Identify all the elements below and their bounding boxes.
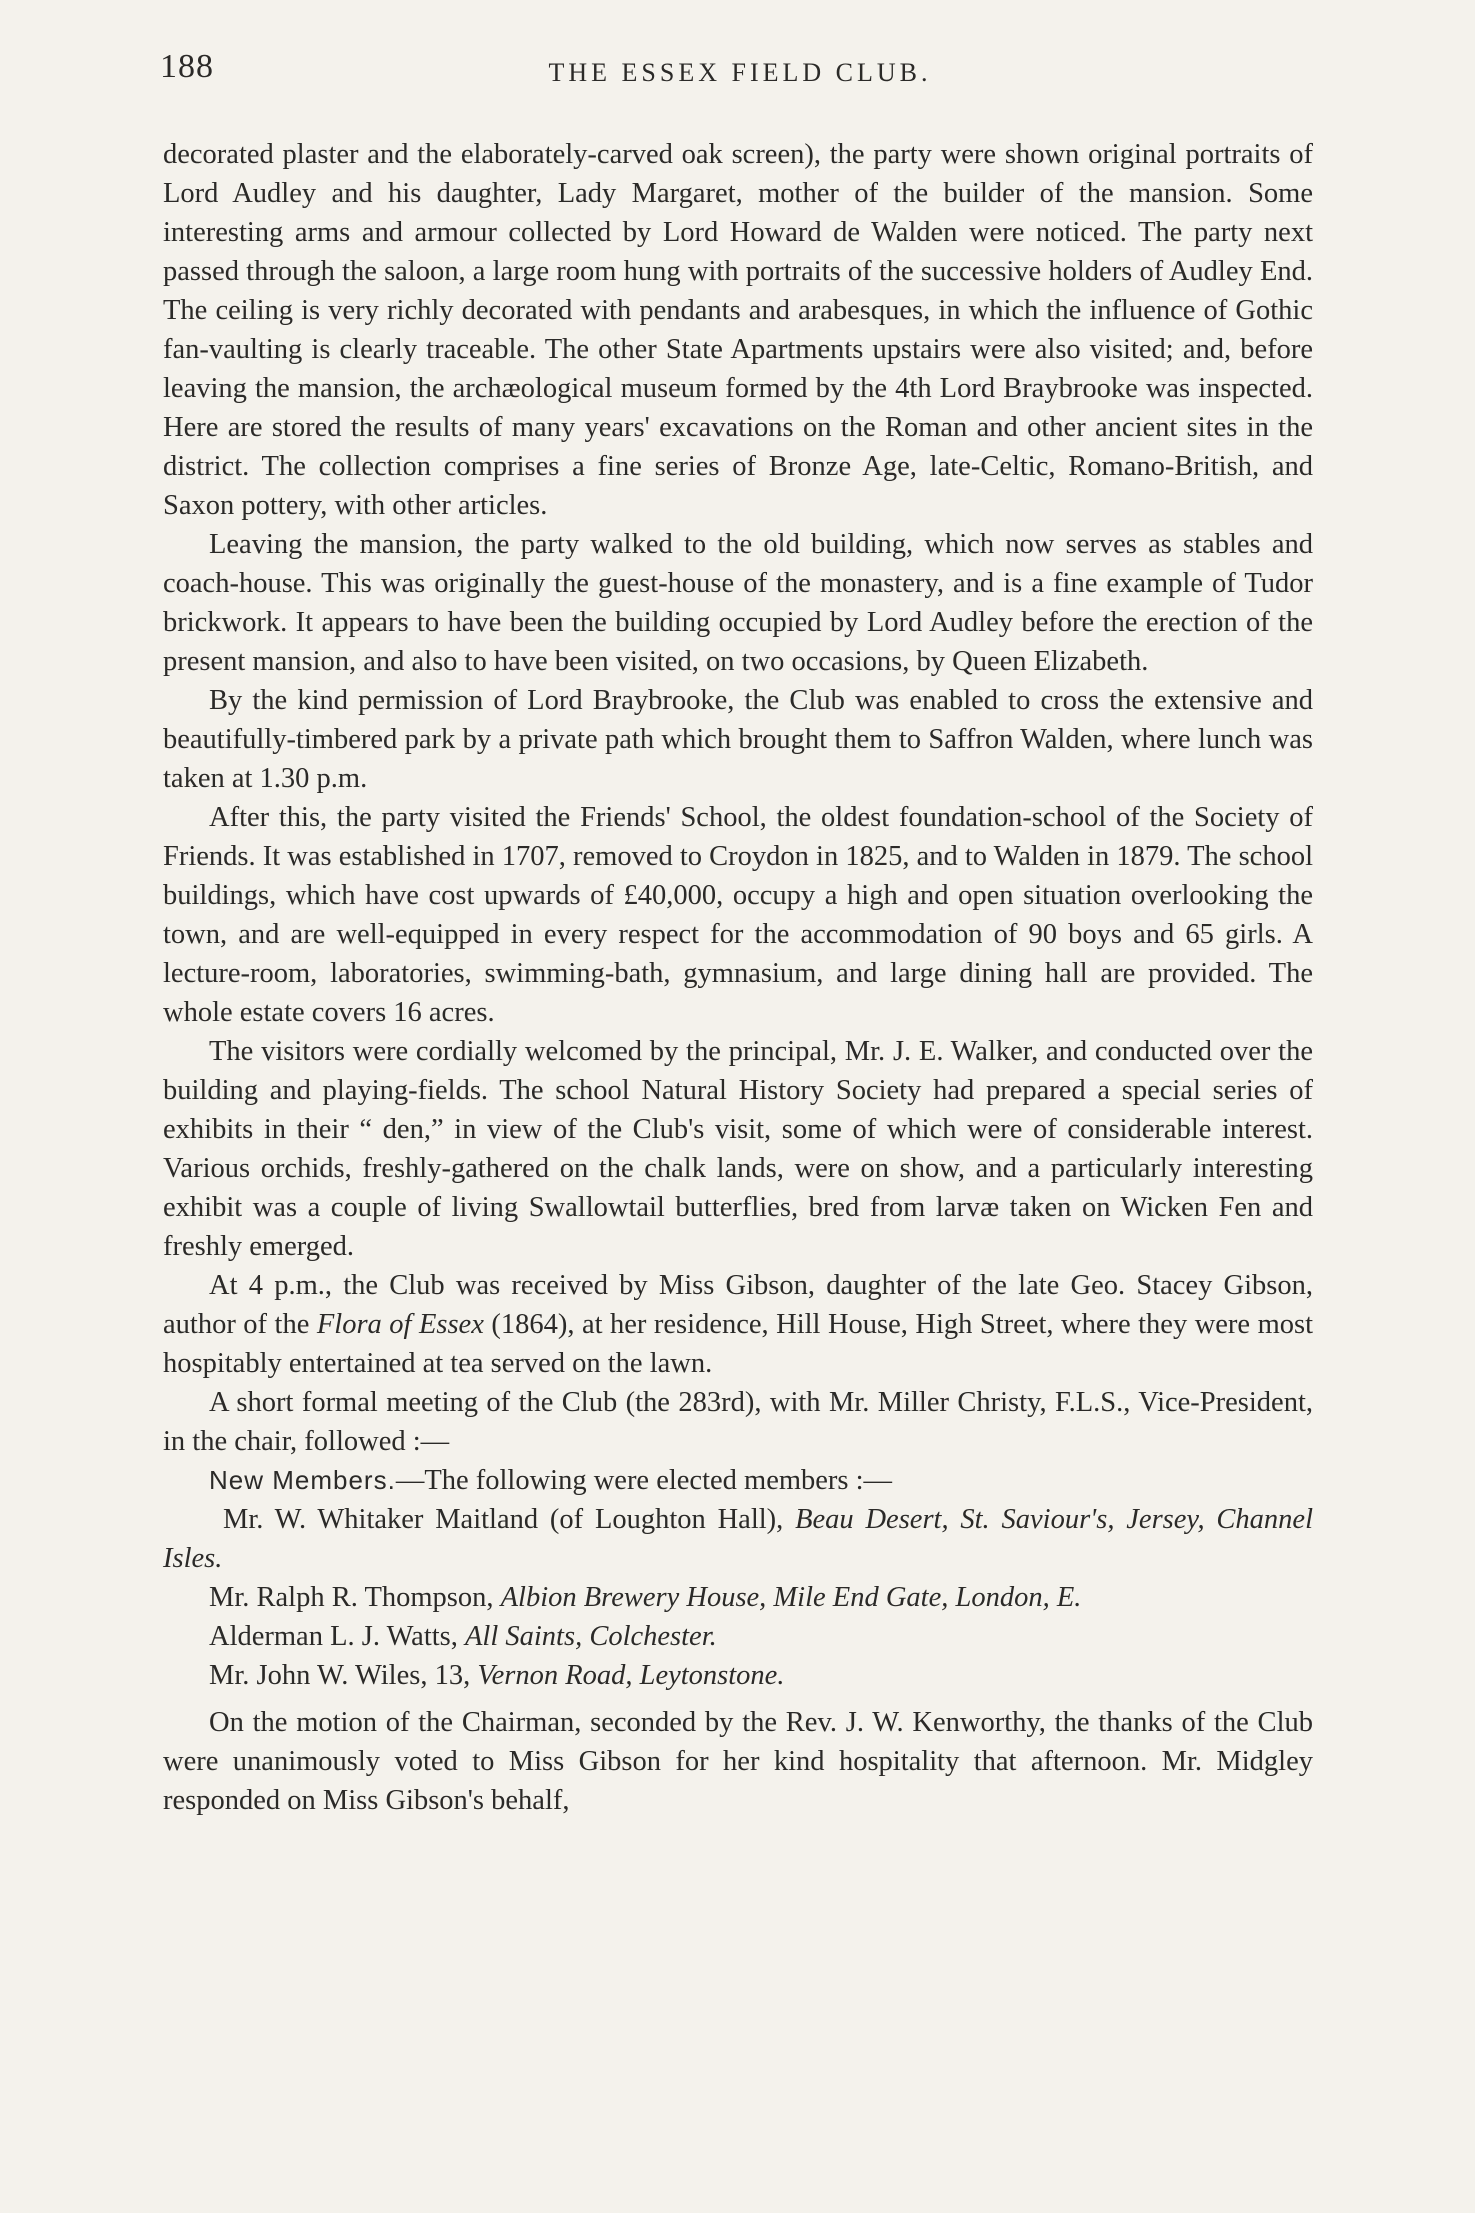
body-text [163, 135, 1313, 1820]
member-name: Mr. Ralph R. Thompson, [209, 1582, 501, 1613]
new-members-intro: —The following were elected members :— [395, 1465, 893, 1496]
member-address: Albion Brewery House, Mile End Gate, London, E. [500, 1582, 1082, 1613]
page-header [160, 48, 1320, 98]
member-address: All Saints, Colchester. [465, 1621, 717, 1652]
member-entry [163, 1500, 1313, 1578]
new-members-heading: New Members. [209, 1465, 396, 1495]
paragraph-new-members [163, 1461, 1313, 1500]
paragraph-miss-gibson [163, 1266, 1313, 1383]
member-name: Mr. John W. Wiles, 13, [209, 1660, 478, 1691]
paragraph-friends-school: After this, the party visited the Friends' School, the oldest foundation-school of the Society of Friends. It was established in 1707, removed to Croydon in 1825, and to Walden in 1879. The school buildings, which have cost upwards of £40,000, occupy a high and open situation overlooking the town, and are well-equipped in every respect for the accommodation of 90 boys and 65 girls. A lecture-room, laboratories, swimming-bath, gymnasium, and large dining hall are provided. The whole estate covers 16 acres. [163, 802, 1313, 1028]
member-address: Vernon Road, Leytonstone. [477, 1660, 785, 1691]
paragraph-visitors-welcomed: The visitors were cordially welcomed by the principal, Mr. J. E. Walker, and conducted over the building and playing-fields. The school Natural History Society had prepared a special series of exhibits in their “ den,” in view of the Club's visit, some of which were of considerable interest. Various orchids, freshly-gathered on the chalk lands, were on show, and a particularly interesting exhibit was a couple of living Swallowtail butterflies, bred from larvæ taken on Wicken Fen and freshly emerged. [163, 1036, 1313, 1262]
paragraph-vote-of-thanks: On the motion of the Chairman, seconded by the Rev. J. W. Kenworthy, the thanks of the Club were unanimously voted to Miss Gibson for her kind hospitality that afternoon. Mr. Midgley responded on Miss Gibson's behalf, [163, 1707, 1313, 1816]
running-head: THE ESSEX FIELD CLUB. [548, 58, 932, 87]
member-name: Alderman L. J. Watts, [209, 1621, 466, 1652]
paragraph-park-walk: By the kind permission of Lord Braybrooke, the Club was enabled to cross the extensive and beautifully-timbered park by a private path which brought them to Saffron Walden, where lunch was taken at 1.30 p.m. [163, 685, 1313, 794]
member-entry [163, 1656, 1313, 1695]
member-entry [163, 1617, 1313, 1656]
paragraph-text: At 4 p.m., the Club was received by Miss Gibson, daughter of the late Geo. Stacey Gibson, author of the [163, 1270, 1313, 1340]
member-entry [163, 1578, 1313, 1617]
member-address: Beau Desert, St. Saviour's, Jersey, Channel Isles. [163, 1504, 1313, 1574]
paragraph-text: (1864), at her residence, Hill House, High Street, where they were most hospitably entertained at tea served on the lawn. [163, 1309, 1314, 1379]
book-title: Flora of Essex [316, 1309, 484, 1340]
paragraph-old-building: Leaving the mansion, the party walked to the old building, which now serves as stables and coach-house. This was originally the guest-house of the monastery, and is a fine example of Tudor brickwork. It appears to have been the building occupied by Lord Audley before the erection of the present mansion, and also to have been visited, on two occasions, by Queen Elizabeth. [163, 529, 1313, 677]
page-number: 188 [160, 48, 214, 85]
paragraph-formal-meeting: A short formal meeting of the Club (the 283rd), with Mr. Miller Christy, F.L.S., Vice-President, in the chair, followed :— [163, 1387, 1313, 1457]
paragraph-audley-end-interior: decorated plaster and the elaborately-carved oak screen), the party were shown original portraits of Lord Audley and his daughter, Lady Margaret, mother of the builder of the mansion. Some interesting arms and armour collected by Lord Howard de Walden were noticed. The party next passed through the saloon, a large room hung with portraits of the successive holders of Audley End. The ceiling is very richly decorated with pendants and arabesques, in which the influence of Gothic fan-vaulting is clearly traceable. The other State Apartments upstairs were also visited; and, before leaving the mansion, the archæological museum formed by the 4th Lord Braybrooke was inspected. Here are stored the results of many years' excavations on the Roman and other ancient sites in the district. The collection comprises a fine series of Bronze Age, late-Celtic, Romano-British, and Saxon pottery, with other articles. [163, 139, 1313, 521]
member-name: Mr. W. Whitaker Maitland (of Loughton Hall), [223, 1504, 796, 1535]
